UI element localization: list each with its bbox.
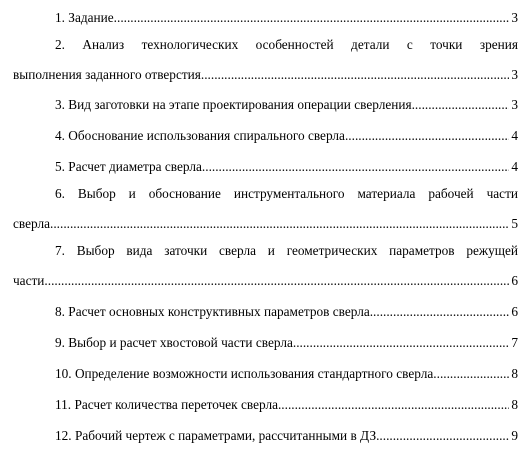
dot-leader [278,397,509,413]
dot-leader [376,428,509,444]
toc-entry-page: 6 [511,304,518,319]
toc-entry-title-continued: сверла [13,216,51,231]
dot-leader [114,10,510,26]
toc-entry-title: 5. Расчет диаметра сверла [55,159,202,174]
toc-entry-3[interactable] [13,93,518,113]
toc-entry-page: 4 [511,128,518,143]
toc-entry-8[interactable] [13,300,518,320]
dot-leader [202,159,509,175]
toc-entry-title: 2. Анализ технологических особенностей детали с точки зрения [55,37,518,52]
toc-entry-title-continued: части [13,273,45,288]
toc-entry-7-line-1[interactable] [13,243,518,263]
toc-entry-9[interactable] [13,331,518,351]
toc-entry-6[interactable] [13,212,518,232]
toc-entry-title: 4. Обоснование использования спирального сверла [55,128,345,143]
toc-entry-page: 3 [511,67,518,82]
toc-entry-2-line-1[interactable] [13,37,518,57]
toc-entry-title: 6. Выбор и обоснование инструментального материала рабочей части [55,186,518,201]
toc-entry-7[interactable] [13,269,518,289]
toc-entry-page: 3 [511,10,518,25]
toc-entry-page: 4 [511,159,518,174]
toc-entry-page: 7 [511,335,518,350]
toc-entry-title-continued: выполнения заданного отверстия [13,67,201,82]
dot-leader [370,304,510,320]
dot-leader [433,366,509,382]
toc-entry-title: 10. Определение возможности использования стандартного сверла [55,366,434,381]
toc-entry-11[interactable] [13,393,518,413]
toc-entry-title: 8. Расчет основных конструктивных параметров сверла [55,304,370,319]
toc-entry-1[interactable] [13,6,518,26]
toc-entry-5[interactable] [13,155,518,175]
toc-entry-4[interactable] [13,124,518,144]
dot-leader [201,67,509,83]
toc-entry-title: 3. Вид заготовки на этапе проектирования операции сверления [55,97,412,112]
toc-entry-2[interactable] [13,63,518,83]
toc-entry-page: 9 [511,428,518,443]
toc-entry-title: 12. Рабочий чертеж с параметрами, рассчитанными в ДЗ [55,428,377,443]
toc-entry-title: 11. Расчет количества переточек сверла [55,397,278,412]
toc-entry-title: 1. Задание [55,10,114,25]
toc-entry-title: 7. Выбор вида заточки сверла и геометрических параметров режущей [55,243,518,258]
toc-entry-page: 3 [511,97,518,112]
toc-entry-page: 5 [511,216,518,231]
dot-leader [345,128,509,144]
toc-entry-page: 8 [511,366,518,381]
toc-entry-title: 9. Выбор и расчет хвостовой части сверла [55,335,293,350]
dot-leader [44,273,509,289]
toc-entry-6-line-1[interactable] [13,186,518,206]
toc-entry-page: 8 [511,397,518,412]
toc-entry-page: 6 [511,273,518,288]
toc-entry-10[interactable] [13,362,518,382]
dot-leader [50,216,509,232]
dot-leader [412,97,510,113]
toc-entry-12[interactable] [13,424,518,444]
dot-leader [293,335,509,351]
